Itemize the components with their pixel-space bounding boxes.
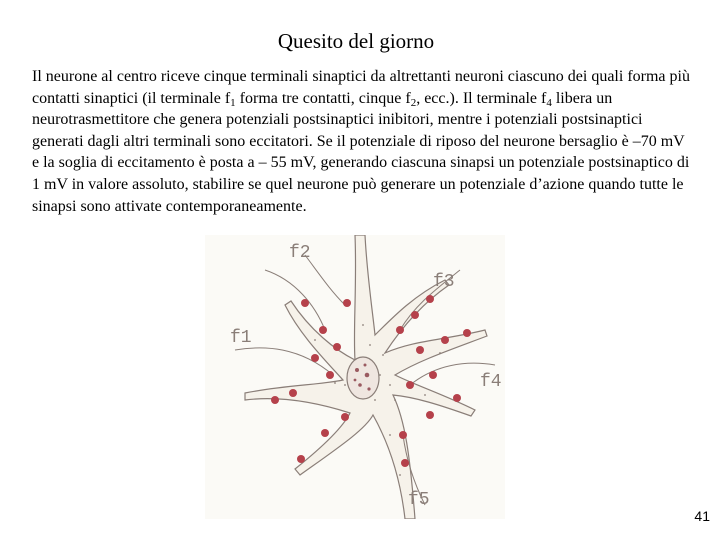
label-f2: f2 (289, 243, 311, 263)
question-text (32, 66, 692, 217)
text-part-4: libera un neurotrasmettitore che genera potenziali postsinaptici inibitori, mentre i potenziali postsinaptici generati dagli altri terminali sono eccitatori. Se il potenziale di riposo del neurone bersaglio è –70 mV e la soglia di eccitamento è posta a – 55 mV, generando ciascuna sinapsi un potenziale postsinaptico di 1 mV in valore assoluto, stabilire se quel neurone può generare un potenziale d’azione quando tutte le sinapsi sono attivate contemporaneamente. (32, 89, 690, 215)
neuron-illustration (205, 235, 505, 519)
label-f1: f1 (230, 328, 252, 348)
page-number: 41 (694, 508, 710, 524)
text-part-1: Il neurone al centro riceve cinque terminali sinaptici da altrettanti neuroni ciascuno dei quali forma più contatti sinaptici (il terminale f (32, 68, 690, 107)
text-part-2: forma tre contatti, cinque f (235, 89, 411, 107)
label-f4: f4 (480, 372, 502, 392)
subscript-4: 4 (546, 96, 552, 109)
slide-title: Quesito del giorno (277, 29, 435, 53)
subscript-1: 1 (230, 96, 236, 109)
subscript-2: 2 (410, 96, 417, 109)
nucleus (347, 357, 379, 399)
label-f5: f5 (408, 490, 430, 510)
label-f3: f3 (433, 272, 455, 292)
text-part-3: , ecc.). Il terminale f (416, 89, 547, 107)
neuron-drawing (205, 235, 505, 519)
